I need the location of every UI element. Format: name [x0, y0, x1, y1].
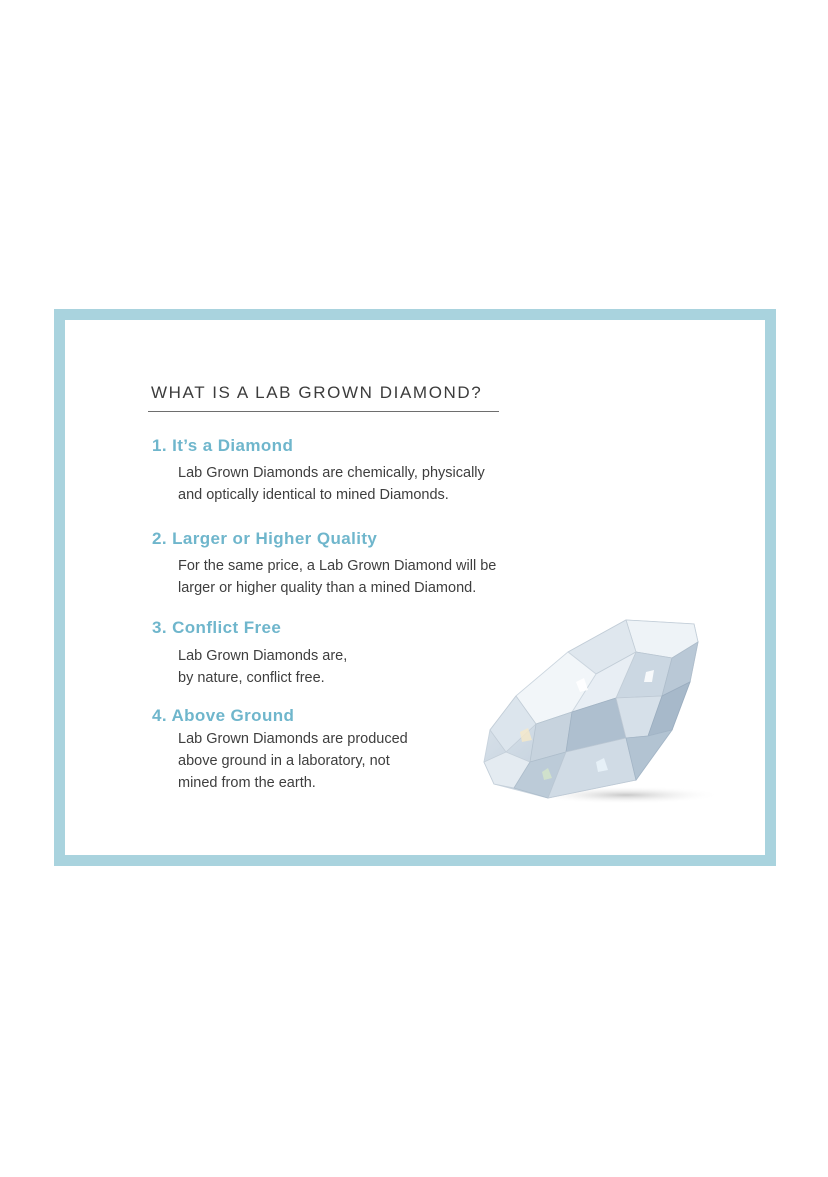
item-line: larger or higher quality than a mined Diamond. [178, 580, 477, 596]
item-title-above-ground: 4. Above Ground [152, 706, 295, 725]
item-title-larger-or-higher-quality: 2. Larger or Higher Quality [152, 529, 378, 548]
diamond-image [476, 612, 726, 812]
item-body-larger-or-higher-quality [178, 555, 496, 599]
item-title-conflict-free: 3. Conflict Free [152, 618, 282, 637]
item-body-conflict-free [178, 645, 347, 689]
item-line: by nature, conflict free. [178, 670, 325, 686]
item-line: above ground in a laboratory, not [178, 753, 390, 769]
item-body-its-a-diamond [178, 462, 485, 506]
heading-underline [148, 411, 499, 412]
item-title-its-a-diamond: 1. It’s a Diamond [152, 436, 294, 455]
item-line: mined from the earth. [178, 775, 316, 791]
item-body-above-ground [178, 728, 408, 794]
item-line: Lab Grown Diamonds are chemically, physically [178, 465, 485, 481]
item-line: and optically identical to mined Diamonds. [178, 487, 449, 503]
card-heading: WHAT IS A LAB GROWN DIAMOND? [151, 383, 483, 402]
item-line: Lab Grown Diamonds are, [178, 648, 348, 664]
item-line: Lab Grown Diamonds are produced [178, 731, 408, 747]
item-line: For the same price, a Lab Grown Diamond will be [178, 558, 497, 574]
